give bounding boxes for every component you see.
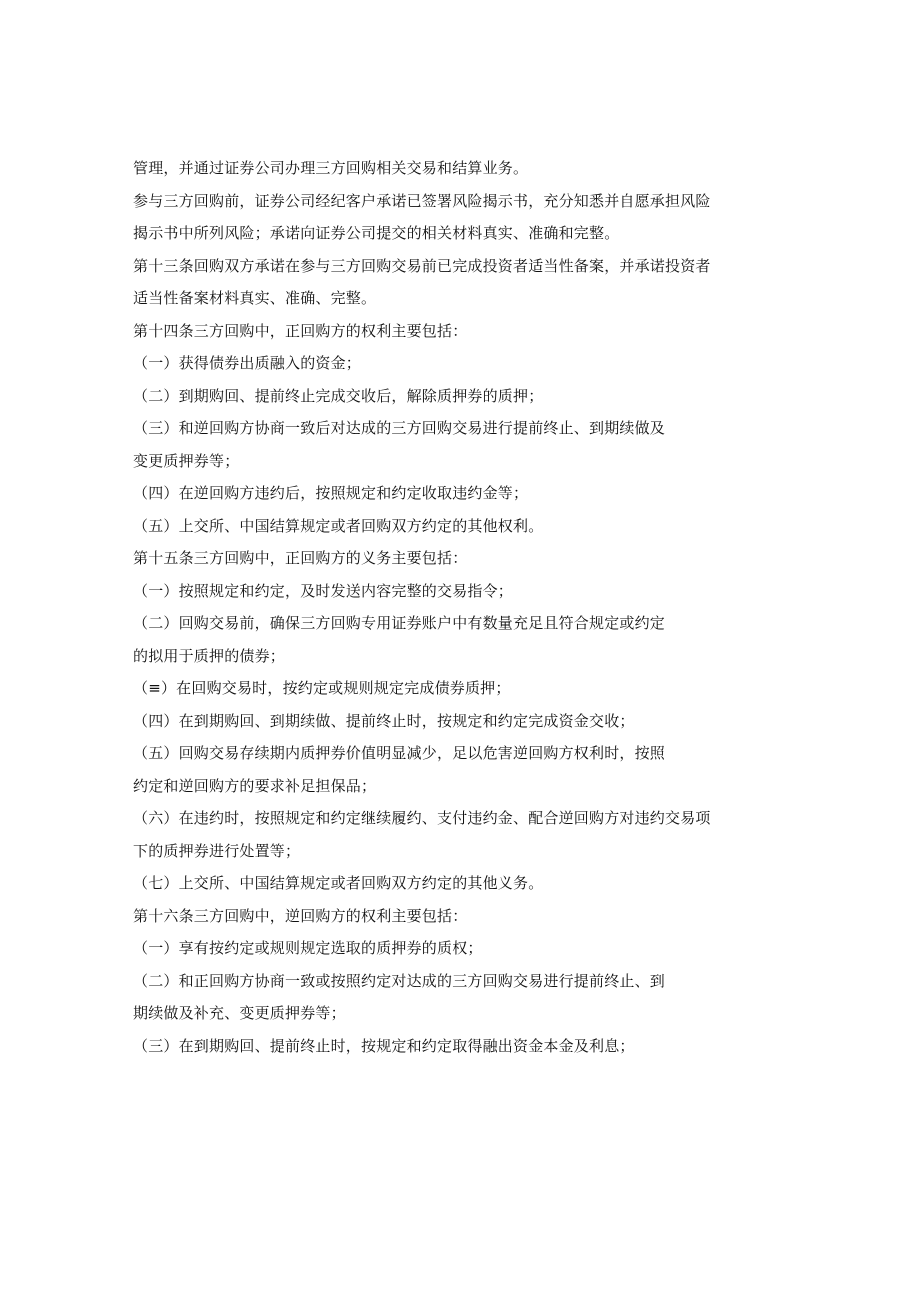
text-line: （一）按照规定和约定，及时发送内容完整的交易指令；	[133, 581, 514, 600]
text-line: 期续做及补充、变更质押券等；	[133, 1004, 346, 1022]
text-line: （二）回购交易前，确保三方回购专用证券账户中有数量充足且符合规定或约定	[133, 614, 666, 632]
text-line: （一）享有按约定或规则规定选取的质押券的质权；	[133, 939, 483, 957]
text-line: （二）到期购回、提前终止完成交收后，解除质押券的质押；	[133, 386, 544, 405]
text-line: 第十四条三方回购中，正回购方的权利主要包括：	[133, 321, 468, 340]
text-line: （五）回购交易存续期内质押券价值明显减少，足以危害逆回购方权利时，按照	[133, 744, 666, 762]
text-line: （六）在违约时，按照规定和约定继续履约、支付违约金、配合逆回购方对违约交易项	[133, 809, 711, 827]
text-line: 第十五条三方回购中，正回购方的义务主要包括：	[133, 549, 468, 567]
text-line: （≡）在回购交易时，按约定或规则规定完成债券质押；	[133, 679, 511, 697]
text-line: 第十三条回购双方承诺在参与三方回购交易前已完成投资者适当性备案，并承诺投资者	[133, 256, 711, 275]
text-line: 参与三方回购前，证券公司经纪客户承诺已签署风险揭示书，充分知悉并自愿承担风险	[133, 191, 711, 210]
text-line: 第十六条三方回购中，逆回购方的权利主要包括：	[133, 906, 468, 925]
document-body	[133, 152, 793, 1062]
text-line: （一）获得债券出质融入的资金；	[133, 354, 362, 372]
text-line: 揭示书中所列风险；承诺向证券公司提交的相关材料真实、准确和完整。	[133, 224, 620, 242]
text-line: （三）在到期购回、提前终止时，按规定和约定取得融出资金本金及利息；	[133, 1036, 635, 1055]
text-line: （四）在到期购回、到期续做、提前终止时，按规定和约定完成资金交收；	[133, 711, 635, 730]
text-line: 管理，并通过证券公司办理三方回购相关交易和结算业务。	[133, 159, 529, 177]
text-line: 的拟用于质押的债券；	[133, 646, 286, 665]
text-line: 适当性备案材料真实、准确、完整。	[133, 289, 377, 307]
text-line: （三）和逆回购方协商一致后对达成的三方回购交易进行提前终止、到期续做及	[133, 419, 666, 437]
text-line: 下的质押券进行处置等；	[133, 841, 301, 860]
text-line: （七）上交所、中国结算规定或者回购双方约定的其他义务。	[133, 874, 544, 892]
text-line: 变更质押券等；	[133, 451, 240, 470]
text-line: （五）上交所、中国结算规定或者回购双方约定的其他权利。	[133, 516, 544, 535]
text-line: （二）和正回购方协商一致或按照约定对达成的三方回购交易进行提前终止、到	[133, 971, 666, 990]
text-line: （四）在逆回购方违约后，按照规定和约定收取违约金等；	[133, 484, 529, 502]
text-line: 约定和逆回购方的要求补足担保品；	[133, 776, 377, 795]
